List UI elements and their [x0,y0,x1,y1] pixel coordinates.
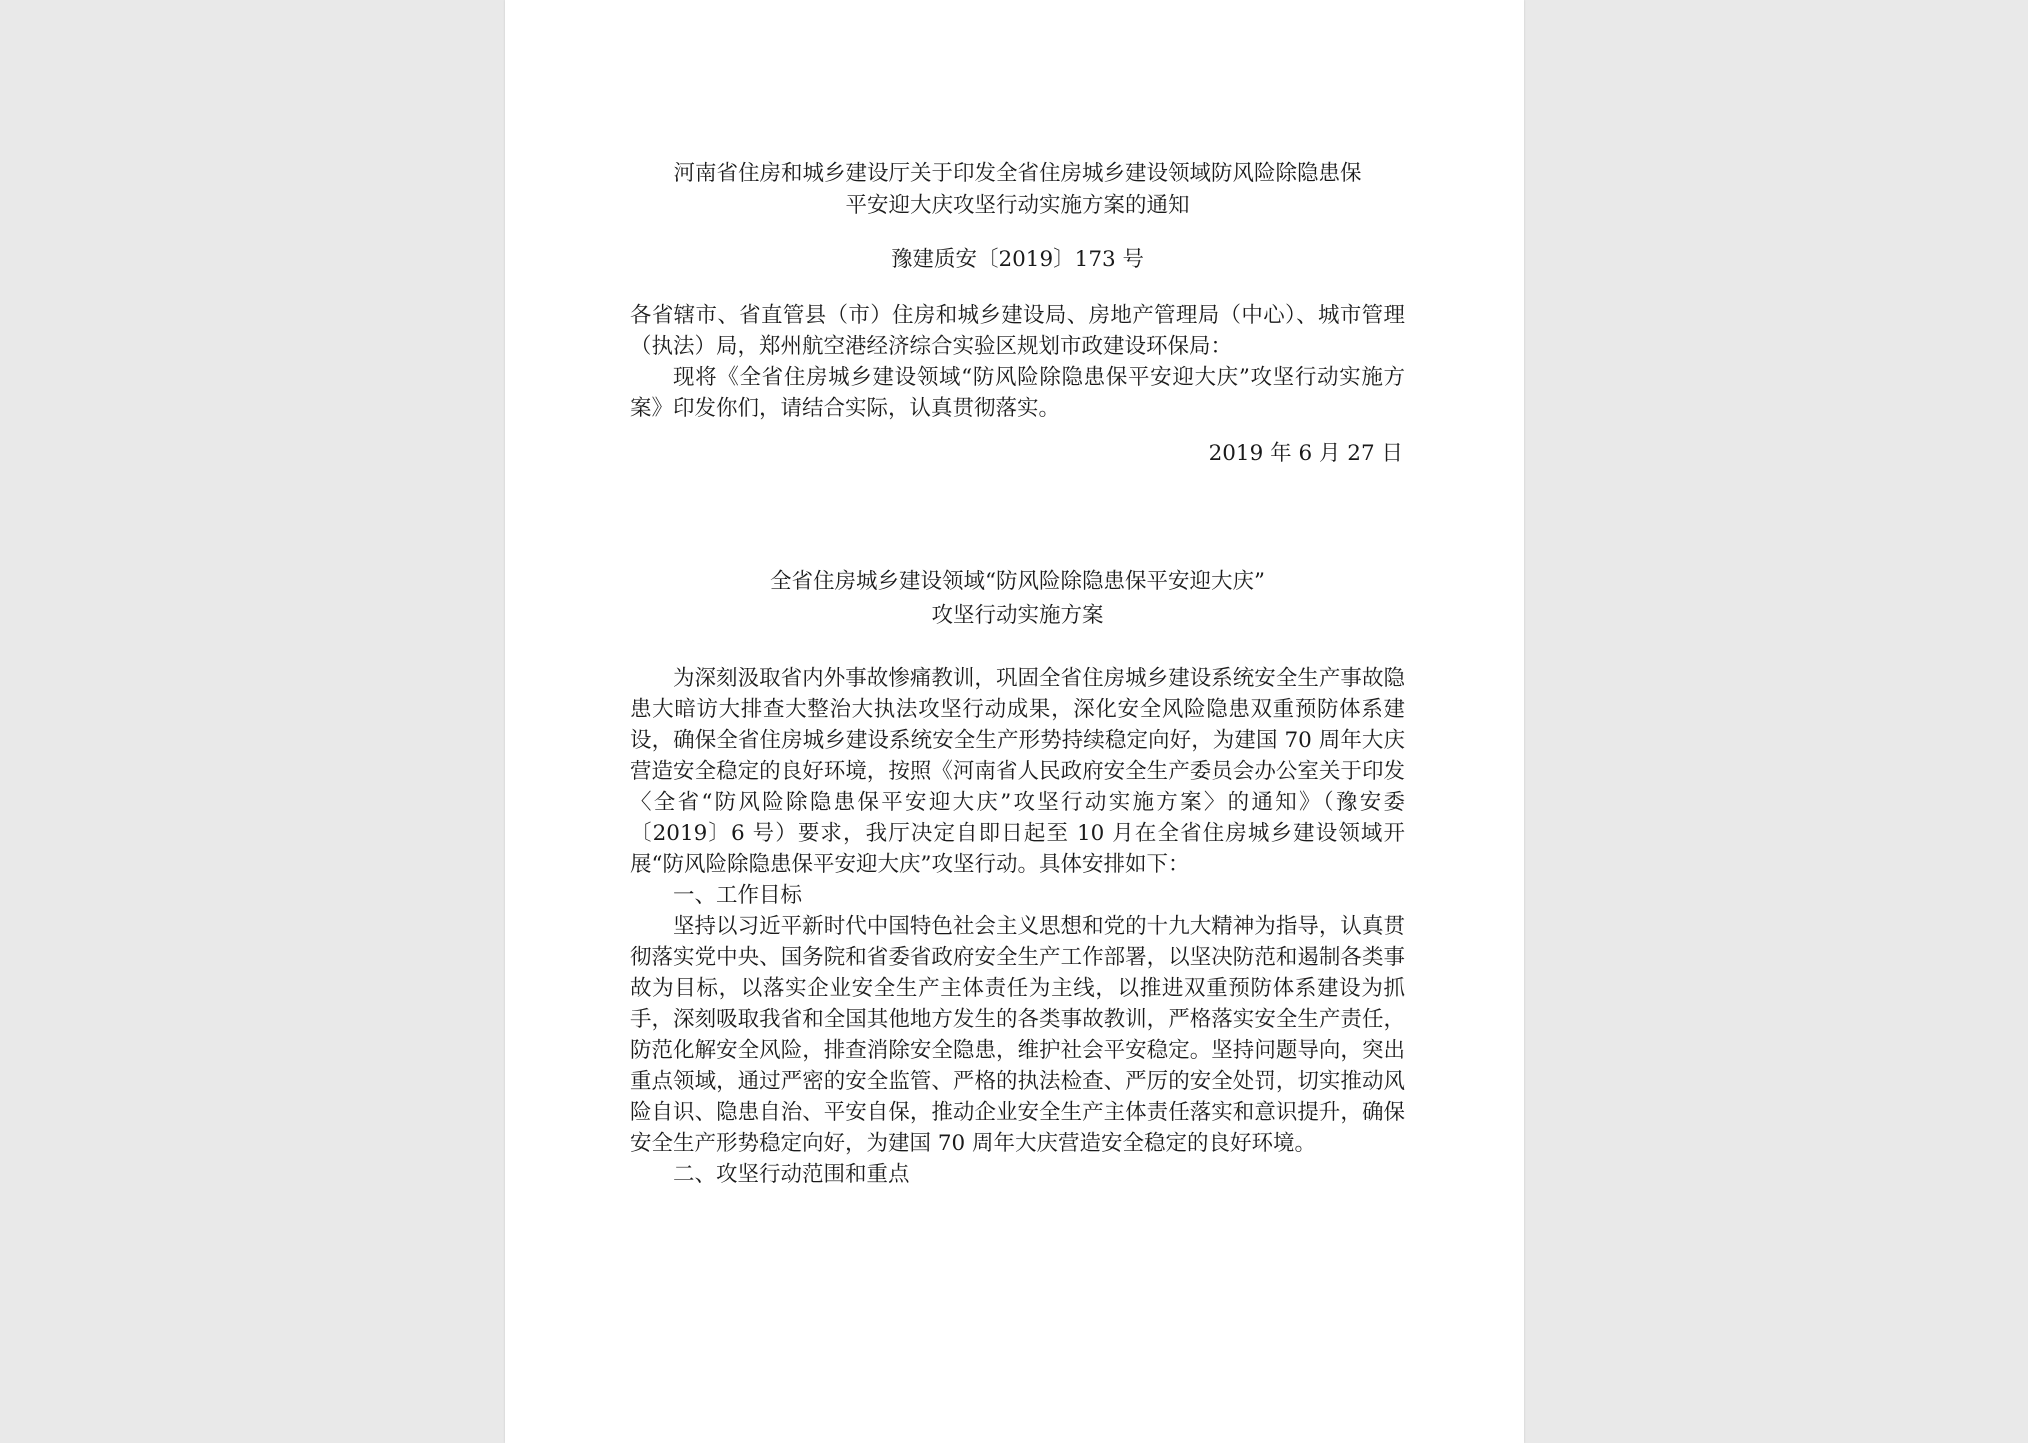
section2-heading: 二、攻坚行动范围和重点 [673,1162,910,1187]
notice-title [630,158,1405,222]
plan-title [630,565,1405,633]
plan-intro: 为深刻汲取省内外事故惨痛教训，巩固全省住房城乡建设系统安全生产事故隐患大暗访大排查大整治大执法攻坚行动成果，深化安全风险隐患双重预防体系建设，确保全省住房城乡建设系统安全生产形势持续稳定向好，为建国 70 周年大庆营造安全稳定的良好环境，按照《河南省人民政府安全生产委员会办公室关于印发〈全省“防风险除隐患保平安迎大庆”攻坚行动实施方案〉的通知》（豫安委〔2019〕6 号）要求，我厅决定自即日起至 10 月在全省住房城乡建设领域开展“防风险除隐患保平安迎大庆”攻坚行动。具体安排如下： [630,666,1405,877]
section1-heading: 一、工作目标 [673,883,803,908]
notice-title-line2: 平安迎大庆攻坚行动实施方案的通知 [845,193,1190,218]
document-page [505,0,1524,1443]
document-number: 豫建质安〔2019〕173 号 [890,247,1145,272]
page-content [630,158,1405,1190]
issue-date: 2019 年 6 月 27 日 [1208,441,1403,466]
plan-title-line2: 攻坚行动实施方案 [931,603,1104,628]
plan-title-line1: 全省住房城乡建设领域“防风险除隐患保平安迎大庆” [770,569,1265,594]
addressee: 各省辖市、省直管县（市）住房和城乡建设局、房地产管理局（中心）、城市管理（执法）局，郑州航空港经济综合实验区规划市政建设环保局： [630,303,1405,359]
section1-body: 坚持以习近平新时代中国特色社会主义思想和党的十九大精神为指导，认真贯彻落实党中央、国务院和省委省政府安全生产工作部署，以坚决防范和遏制各类事故为目标，以落实企业安全生产主体责任为主线，以推进双重预防体系建设为抓手，深刻吸取我省和全国其他地方发生的各类事故教训，严格落实安全生产责任，防范化解安全风险，排查消除安全隐患，维护社会平安稳定。坚持问题导向，突出重点领域，通过严密的安全监管、严格的执法检查、严厉的安全处罚，切实推动风险自识、隐患自治、平安自保，推动企业安全生产主体责任落实和意识提升，确保安全生产形势稳定向好，为建国 70 周年大庆营造安全稳定的良好环境。 [630,914,1405,1156]
plan-body [630,663,1405,1190]
notice-title-line1: 河南省住房和城乡建设厅关于印发全省住房城乡建设领域防风险除隐患保 [673,161,1362,186]
notice-body: 现将《全省住房城乡建设领域“防风险除隐患保平安迎大庆”攻坚行动实施方案》印发你们，请结合实际，认真贯彻落实。 [630,365,1405,421]
